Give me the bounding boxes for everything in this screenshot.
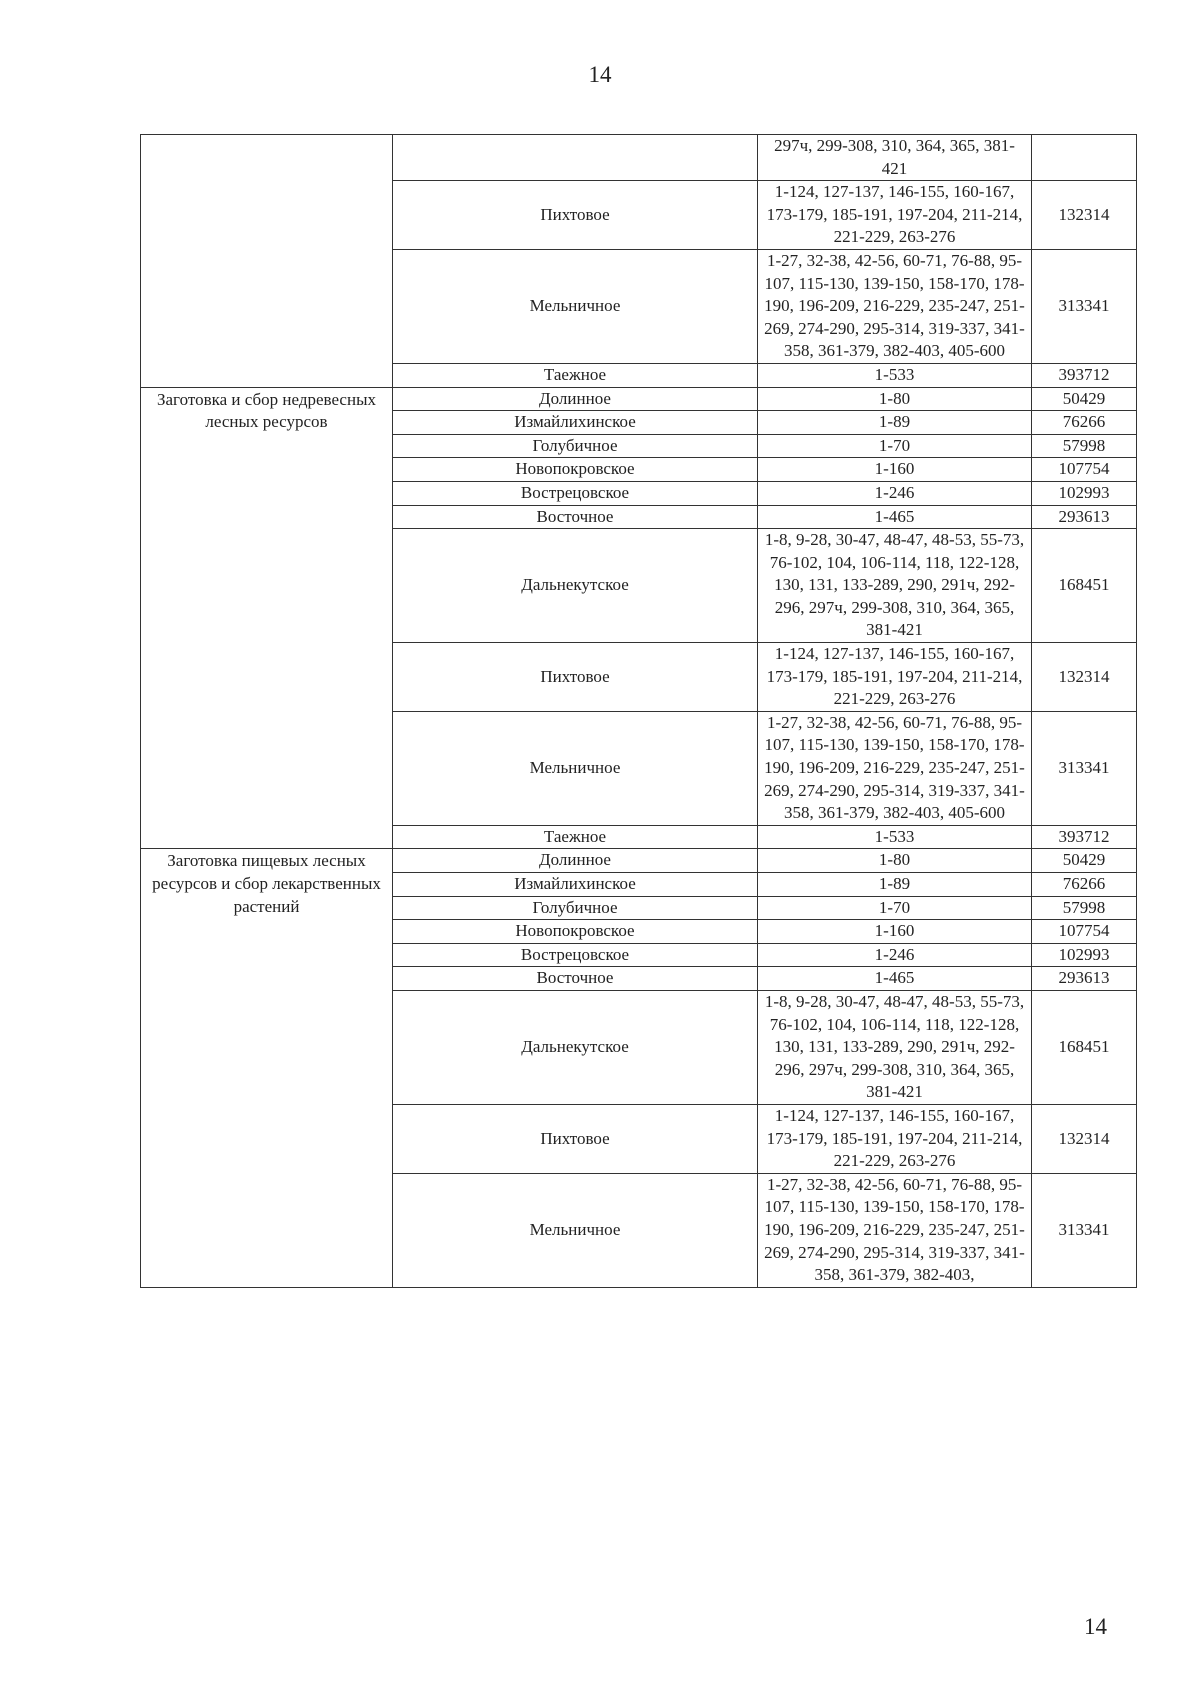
forestry-cell: Мельничное <box>393 1173 758 1287</box>
activity-cell: Заготовка и сбор недревесных лесных ресурсов <box>141 387 393 849</box>
quarters-cell: 1-465 <box>758 967 1032 991</box>
forestry-cell: Голубичное <box>393 896 758 920</box>
forestry-cell: Пихтовое <box>393 1104 758 1173</box>
area-cell: 57998 <box>1032 896 1137 920</box>
quarters-cell: 1-80 <box>758 387 1032 411</box>
quarters-cell: 1-533 <box>758 363 1032 387</box>
quarters-cell: 297ч, 299-308, 310, 364, 365, 381-421 <box>758 135 1032 181</box>
quarters-cell: 1-124, 127-137, 146-155, 160-167, 173-179, 185-191, 197-204, 211-214, 221-229, 263-276 <box>758 181 1032 250</box>
forestry-cell: Долинное <box>393 849 758 873</box>
activity-cell-continued <box>141 135 393 388</box>
quarters-cell: 1-8, 9-28, 30-47, 48-47, 48-53, 55-73, 76-102, 104, 106-114, 118, 122-128, 130, 131, 133-289, 290, 291ч, 292-296, 297ч, 299-308, 310, 364, 365, 381-421 <box>758 529 1032 643</box>
quarters-cell: 1-27, 32-38, 42-56, 60-71, 76-88, 95-107, 115-130, 139-150, 158-170, 178-190, 196-209, 216-229, 235-247, 251-269, 274-290, 295-314, 319-337, 341-358, 361-379, 382-403, <box>758 1173 1032 1287</box>
area-cell <box>1032 135 1137 181</box>
table-row <box>141 849 1137 873</box>
area-cell: 313341 <box>1032 249 1137 363</box>
quarters-cell: 1-124, 127-137, 146-155, 160-167, 173-179, 185-191, 197-204, 211-214, 221-229, 263-276 <box>758 643 1032 712</box>
forestry-cell: Таежное <box>393 825 758 849</box>
forest-areas-table <box>140 134 1137 1288</box>
quarters-cell: 1-533 <box>758 825 1032 849</box>
quarters-cell: 1-70 <box>758 434 1032 458</box>
quarters-cell: 1-160 <box>758 458 1032 482</box>
area-cell: 168451 <box>1032 990 1137 1104</box>
table-row <box>141 387 1137 411</box>
area-cell: 132314 <box>1032 181 1137 250</box>
quarters-cell: 1-89 <box>758 411 1032 435</box>
forestry-cell: Пихтовое <box>393 181 758 250</box>
quarters-cell: 1-8, 9-28, 30-47, 48-47, 48-53, 55-73, 76-102, 104, 106-114, 118, 122-128, 130, 131, 133-289, 290, 291ч, 292-296, 297ч, 299-308, 310, 364, 365, 381-421 <box>758 990 1032 1104</box>
area-cell: 293613 <box>1032 505 1137 529</box>
forestry-cell: Дальнекутское <box>393 529 758 643</box>
forestry-cell: Восточное <box>393 967 758 991</box>
table-body <box>141 135 1137 1288</box>
area-cell: 50429 <box>1032 387 1137 411</box>
forestry-cell: Дальнекутское <box>393 990 758 1104</box>
area-cell: 107754 <box>1032 458 1137 482</box>
area-cell: 313341 <box>1032 1173 1137 1287</box>
forestry-cell: Вострецовское <box>393 481 758 505</box>
area-cell: 76266 <box>1032 411 1137 435</box>
area-cell: 132314 <box>1032 643 1137 712</box>
area-cell: 50429 <box>1032 849 1137 873</box>
forestry-cell: Голубичное <box>393 434 758 458</box>
quarters-cell: 1-124, 127-137, 146-155, 160-167, 173-179, 185-191, 197-204, 211-214, 221-229, 263-276 <box>758 1104 1032 1173</box>
area-cell: 293613 <box>1032 967 1137 991</box>
quarters-cell: 1-27, 32-38, 42-56, 60-71, 76-88, 95-107, 115-130, 139-150, 158-170, 178-190, 196-209, 216-229, 235-247, 251-269, 274-290, 295-314, 319-337, 341-358, 361-379, 382-403, 405-600 <box>758 711 1032 825</box>
forestry-cell <box>393 135 758 181</box>
area-cell: 393712 <box>1032 825 1137 849</box>
forestry-cell: Таежное <box>393 363 758 387</box>
forestry-cell: Восточное <box>393 505 758 529</box>
forestry-cell: Новопокровское <box>393 920 758 944</box>
forestry-cell: Новопокровское <box>393 458 758 482</box>
quarters-cell: 1-246 <box>758 481 1032 505</box>
quarters-cell: 1-80 <box>758 849 1032 873</box>
forestry-cell: Вострецовское <box>393 943 758 967</box>
forestry-cell: Долинное <box>393 387 758 411</box>
activity-cell: Заготовка пищевых лесных ресурсов и сбор лекарственных растений <box>141 849 393 1287</box>
forestry-cell: Измайлихинское <box>393 411 758 435</box>
area-cell: 107754 <box>1032 920 1137 944</box>
page-number-top: 14 <box>588 62 612 87</box>
area-cell: 168451 <box>1032 529 1137 643</box>
forestry-cell: Мельничное <box>393 249 758 363</box>
quarters-cell: 1-89 <box>758 873 1032 897</box>
quarters-cell: 1-246 <box>758 943 1032 967</box>
area-cell: 57998 <box>1032 434 1137 458</box>
quarters-cell: 1-465 <box>758 505 1032 529</box>
quarters-cell: 1-70 <box>758 896 1032 920</box>
area-cell: 76266 <box>1032 873 1137 897</box>
page-number-bottom: 14 <box>1084 1614 1107 1639</box>
forestry-cell: Пихтовое <box>393 643 758 712</box>
forestry-cell: Измайлихинское <box>393 873 758 897</box>
area-cell: 393712 <box>1032 363 1137 387</box>
area-cell: 132314 <box>1032 1104 1137 1173</box>
quarters-cell: 1-27, 32-38, 42-56, 60-71, 76-88, 95-107, 115-130, 139-150, 158-170, 178-190, 196-209, 216-229, 235-247, 251-269, 274-290, 295-314, 319-337, 341-358, 361-379, 382-403, 405-600 <box>758 249 1032 363</box>
forestry-cell: Мельничное <box>393 711 758 825</box>
area-cell: 313341 <box>1032 711 1137 825</box>
quarters-cell: 1-160 <box>758 920 1032 944</box>
area-cell: 102993 <box>1032 943 1137 967</box>
table-row <box>141 135 1137 181</box>
area-cell: 102993 <box>1032 481 1137 505</box>
